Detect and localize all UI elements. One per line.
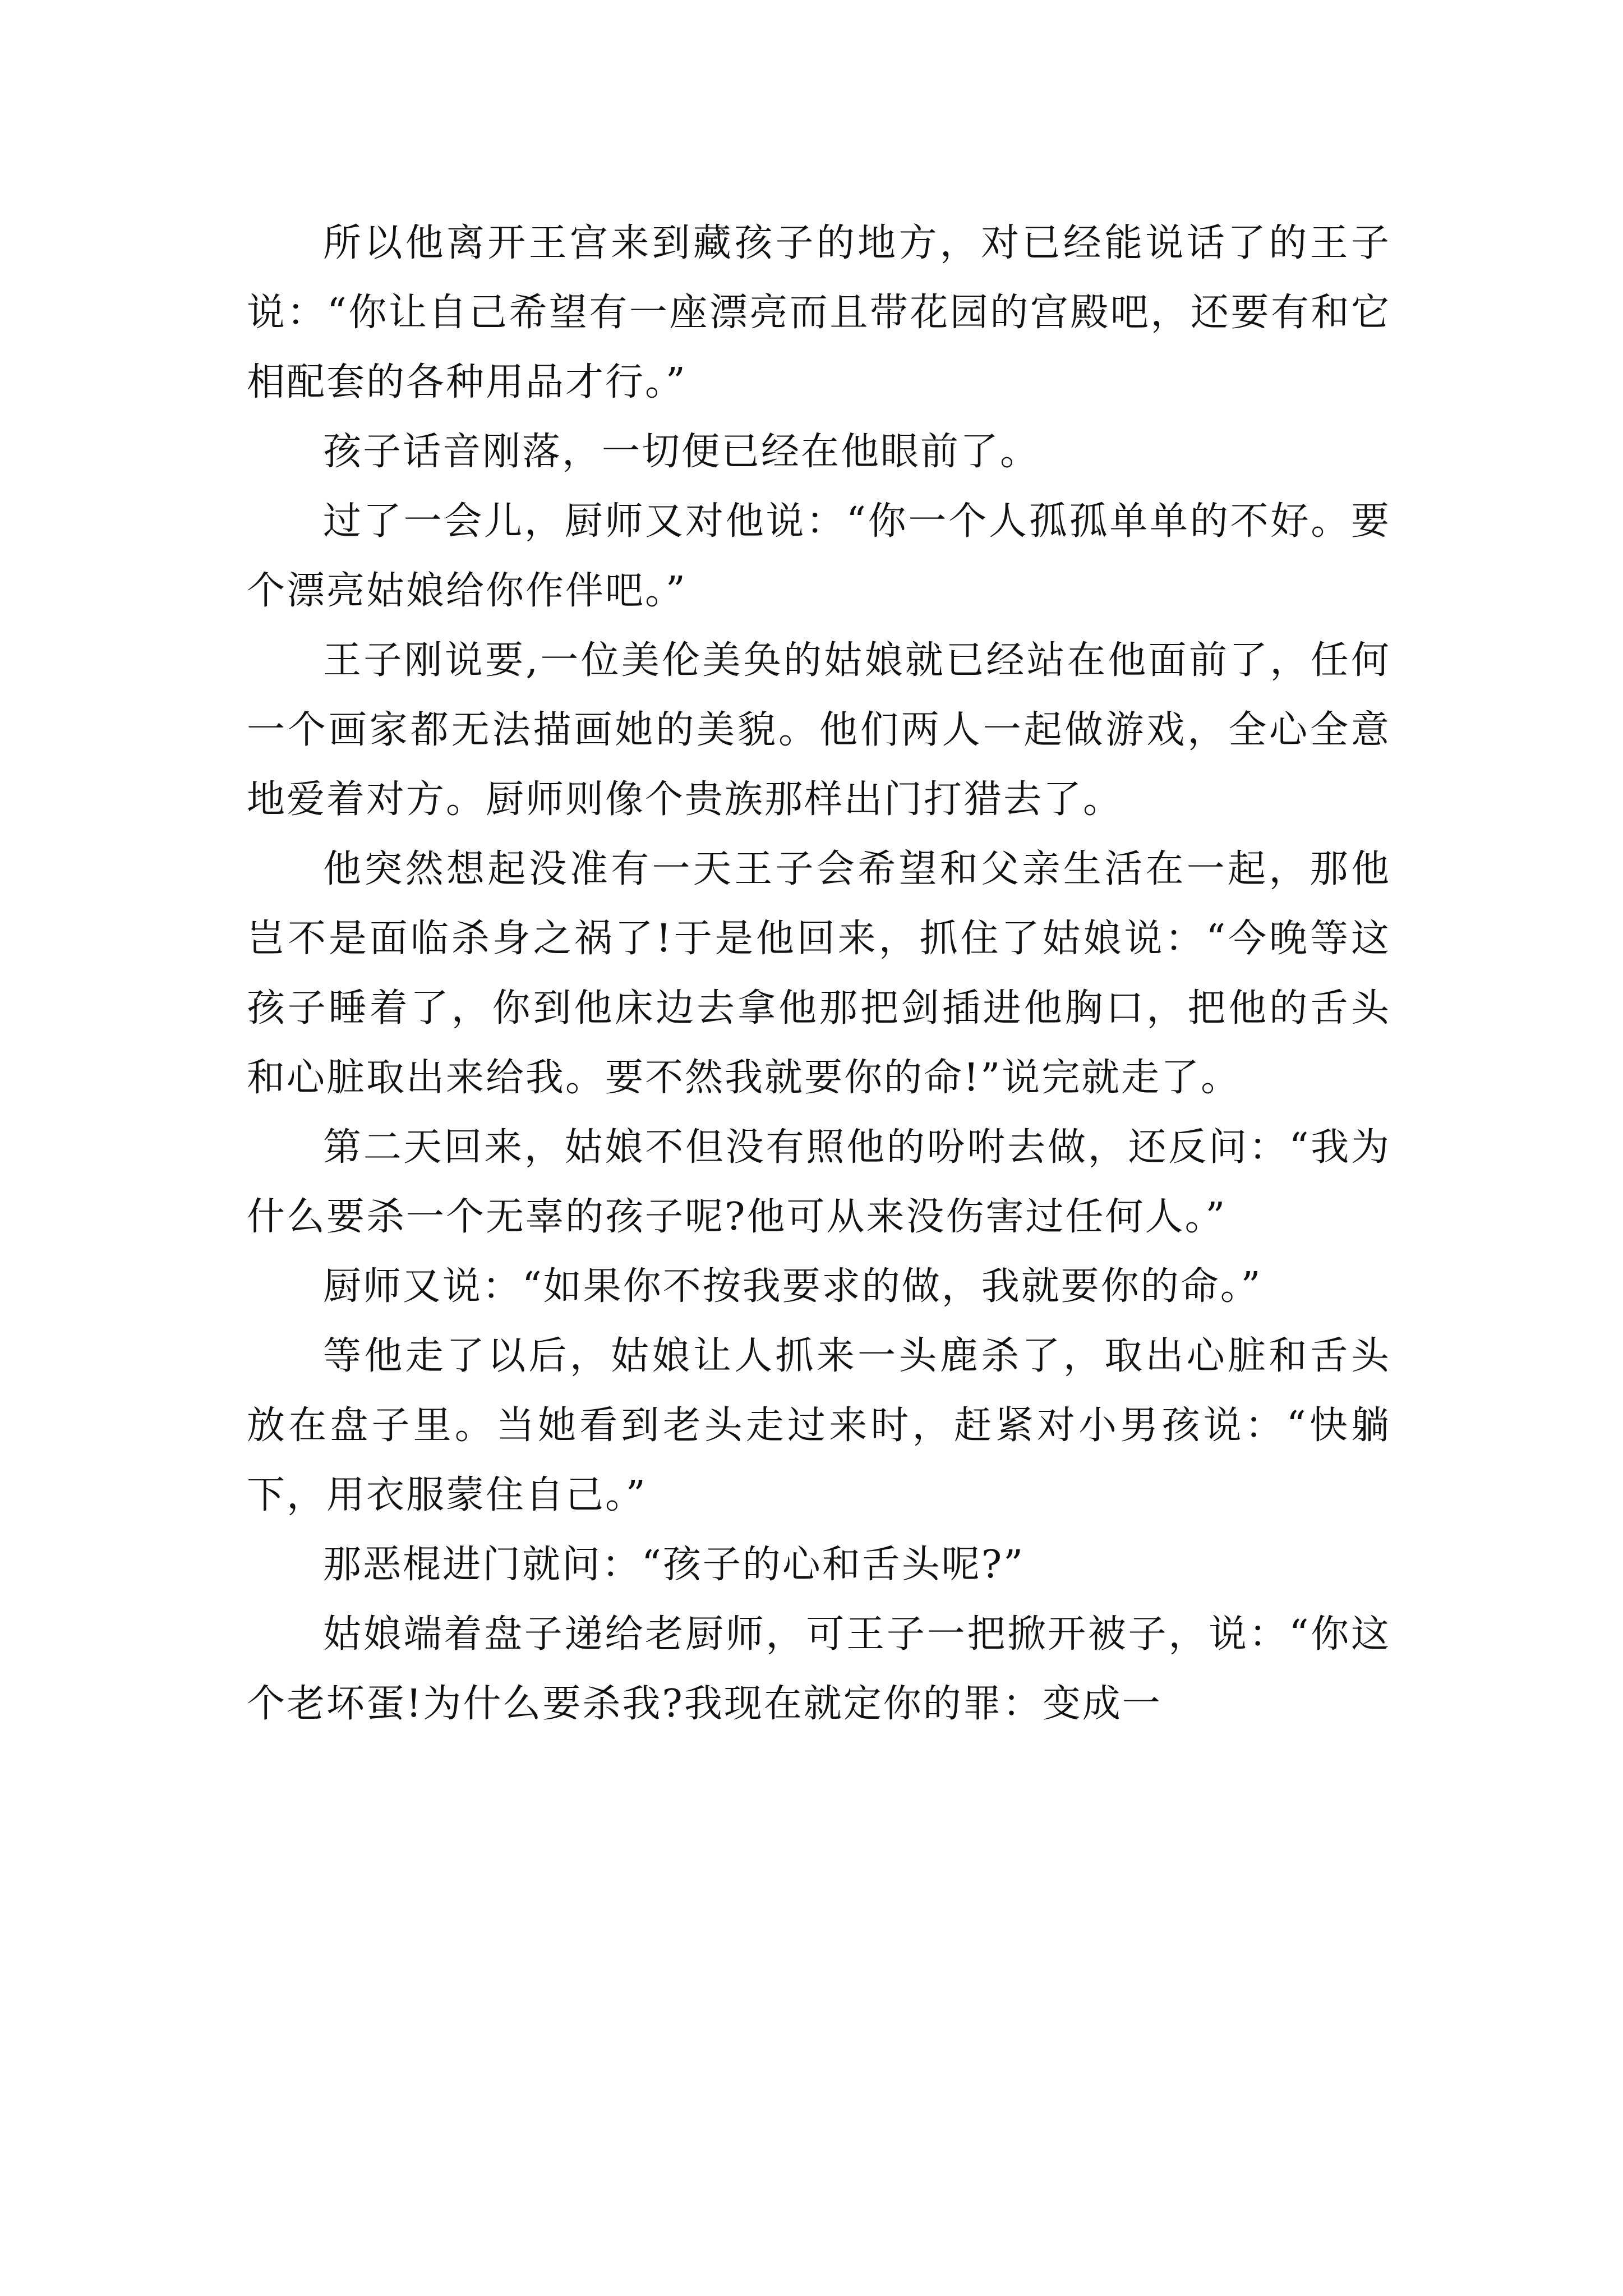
document-body xyxy=(247,209,1391,1739)
paragraph: 那恶棍进门就问：“孩子的心和舌头呢?” xyxy=(323,1543,1025,1587)
paragraph: 孩子话音刚落，一切便已经在他眼前了。 xyxy=(323,430,1040,474)
paragraph: 王子刚说要,一位美伦美奂的姑娘就已经站在他面前了，任何一个画家都无法描画她的美貌。他们两人一起做游戏，全心全意地爱着对方。厨师则像个贵族那样出门打猎去了。 xyxy=(247,638,1391,822)
paragraph: 他突然想起没准有一天王子会希望和父亲生活在一起，那他岂不是面临杀身之祸了!于是他回来，抓住了姑娘说：“今晚等这孩子睡着了，你到他床边去拿他那把剑插进他胸口，把他的舌头和心脏取出来给我。要不然我就要你的命!”说完就走了。 xyxy=(247,847,1391,1100)
paragraph: 所以他离开王宫来到藏孩子的地方，对已经能说话了的王子说：“你让自己希望有一座漂亮而且带花园的宫殿吧，还要有和它相配套的各种用品才行。” xyxy=(247,221,1391,404)
paragraph: 等他走了以后，姑娘让人抓来一头鹿杀了，取出心脏和舌头放在盘子里。当她看到老头走过来时，赶紧对小男孩说：“快躺下，用衣服蒙住自己。” xyxy=(247,1334,1391,1517)
paragraph: 姑娘端着盘子递给老厨师，可王子一把掀开被子，说：“你这个老坏蛋!为什么要杀我?我现在就定你的罪：变成一 xyxy=(247,1612,1391,1726)
paragraph: 第二天回来，姑娘不但没有照他的吩咐去做，还反问：“我为什么要杀一个无辜的孩子呢?他可从来没伤害过任何人。” xyxy=(247,1125,1391,1239)
paragraph: 厨师又说：“如果你不按我要求的做，我就要你的命。” xyxy=(323,1264,1262,1309)
paragraph: 过了一会儿，厨师又对他说：“你一个人孤孤单单的不好。要个漂亮姑娘给你作伴吧。” xyxy=(247,499,1391,613)
